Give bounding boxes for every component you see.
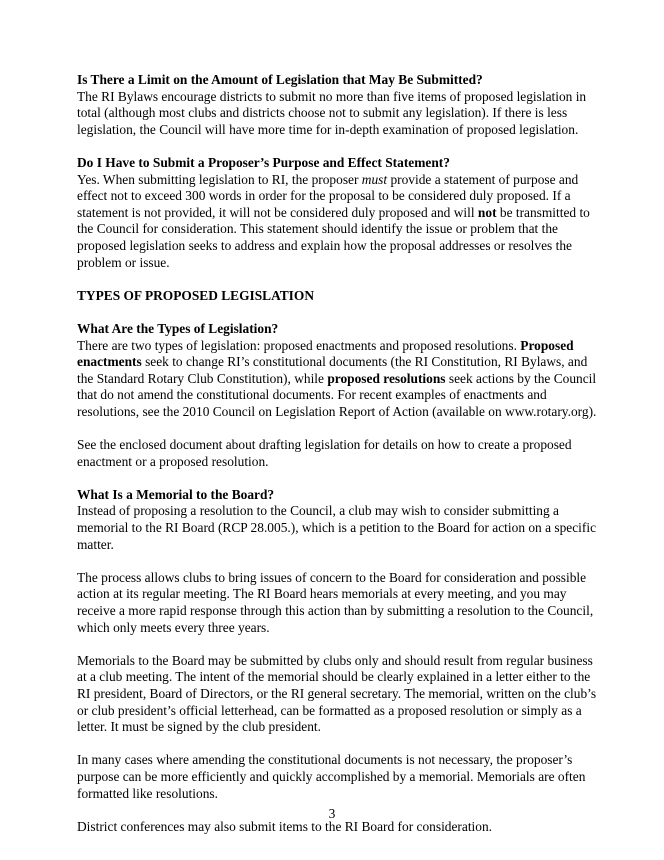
paragraph-purpose-statement: Yes. When submitting legislation to RI, the proposer must provide a statement of purpose and effect not to exceed 300 words in order for the proposal to be considered duly proposed. If a statement is not provided, it will not be considered duly proposed and will not be transmitted to the Council for consideration. This statement should identify the issue or problem that the proposed legislation seeks to address and explain how the proposal addresses or resolves the problem or issue. xyxy=(77,171,590,270)
section-heading-types: What Are the Types of Legislation? xyxy=(77,320,279,336)
paragraph-drafting: See the enclosed document about drafting legislation for details on how to create a proposed enactment or a proposed resolution. xyxy=(77,437,572,469)
section-heading-limit: Is There a Limit on the Amount of Legislation that May Be Submitted? xyxy=(77,72,483,87)
section-heading-memorial: What Is a Memorial to the Board? xyxy=(77,486,275,502)
paragraph-memorial-3: Memorials to the Board may be submitted by clubs only and should result from regular business at a club meeting. The intent of the memorial should be clearly explained in a letter either to the RI president, Board of Directors, or the RI general secretary. The memorial, written on the club’s or club president’s official letterhead, can be formatted as a proposed resolution or simply as a letter. It must be signed by the club president. xyxy=(77,652,597,735)
section-title-types: TYPES OF PROPOSED LEGISLATION xyxy=(77,287,314,303)
document-page xyxy=(77,72,597,835)
paragraph-memorial-4: In many cases where amending the constitutional documents is not necessary, the proposer’s purpose can be more efficiently and quickly accomplished by a memorial. Memorials are often formatted like resolutions. xyxy=(77,752,586,801)
paragraph-memorial-1: Instead of proposing a resolution to the Council, a club may wish to consider submitting a memorial to the RI Board (RCP 28.005.), which is a petition to the Board for action on a specific matter. xyxy=(77,503,597,552)
paragraph-memorial-2: The process allows clubs to bring issues of concern to the Board for consideration and possible action at its regular meeting. The RI Board hears memorials at every meeting, and you may receive a more rapid response through this action than by submitting a resolution to the Council, which only meets every three years. xyxy=(77,569,594,635)
section-heading-purpose-statement: Do I Have to Submit a Proposer’s Purpose and Effect Statement? xyxy=(77,154,450,170)
page-number: 3 xyxy=(328,806,336,821)
paragraph-memorial-5: District conferences may also submit items to the RI Board for consideration. xyxy=(77,818,493,834)
paragraph-types: There are two types of legislation: proposed enactments and proposed resolutions. Proposed enactments seek to change RI’s constitutional documents (the RI Constitution, RI Bylaws, and the Standard Rotary Club Constitution), while proposed resolutions seek actions by the Council that do not amend the constitutional documents. For recent examples of enactments and resolutions, see the 2010 Council on Legislation Report of Action (available on www.rotary.org). xyxy=(77,337,597,419)
paragraph-limit: The RI Bylaws encourage districts to submit no more than five items of proposed legislation in total (although most clubs and districts choose not to submit any legislation). If there is less legislation, the Council will have more time for in-depth examination of proposed legislation. xyxy=(77,88,587,137)
